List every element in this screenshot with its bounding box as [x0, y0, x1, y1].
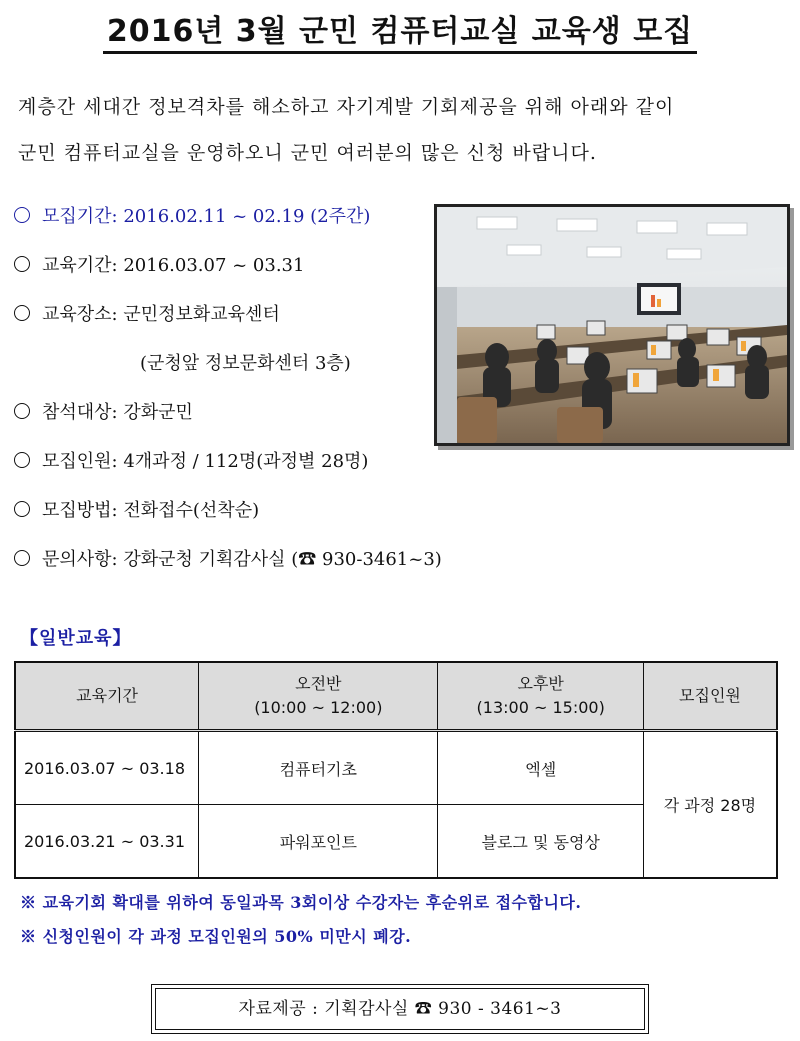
schedule-table [14, 661, 778, 879]
circle-bullet-icon [14, 452, 30, 468]
info-recruit-period [14, 200, 444, 249]
info-location-detail [14, 347, 444, 396]
section-label-general: 【일반교육】 [20, 628, 132, 649]
circle-bullet-icon [14, 550, 30, 566]
classroom-illustration [437, 207, 787, 443]
note-item: ※ 교육기회 확대를 위하여 동일과목 3회이상 수강자는 후순위로 접수합니다. [20, 893, 582, 912]
note-item: ※ 신청인원이 각 과정 모집인원의 50% 미만시 폐강. [20, 927, 412, 946]
info-text: 교육장소: 군민정보화교육센터 [42, 304, 280, 325]
circle-bullet-icon [14, 256, 30, 272]
table-row [15, 731, 777, 805]
info-text: (군청앞 정보문화센터 3층) [140, 353, 351, 374]
info-text: 모집방법: 전화접수(선착순) [42, 500, 260, 521]
header-capacity: 모집인원 [643, 662, 777, 731]
header-afternoon-label: 오후반 [517, 674, 564, 693]
header-period: 교육기간 [15, 662, 199, 731]
cell-morning-course: 파워포인트 [199, 805, 438, 879]
info-list [14, 200, 444, 592]
info-contact [14, 543, 444, 592]
classroom-photo [434, 204, 790, 446]
info-text: 문의사항: 강화군청 기획감사실 (☎ 930-3461~3) [42, 549, 442, 570]
cell-afternoon-course: 블로그 및 동영상 [438, 805, 643, 879]
header-morning-time: (10:00 ~ 12:00) [254, 698, 383, 717]
table-header-row [15, 662, 777, 731]
cell-period: 2016.03.21 ~ 03.31 [15, 805, 199, 879]
info-target [14, 396, 444, 445]
info-capacity [14, 445, 444, 494]
circle-bullet-icon [14, 207, 30, 223]
header-morning-label: 오전반 [295, 674, 342, 693]
info-edu-period [14, 249, 444, 298]
header-afternoon-time: (13:00 ~ 15:00) [476, 698, 605, 717]
intro-line: 계층간 세대간 정보격차를 해소하고 자기계발 기회제공을 위해 아래와 같이 [18, 96, 675, 118]
header-morning [199, 662, 438, 731]
source-footer: 자료제공 : 기획감사실 ☎ 930 - 3461~3 [155, 988, 645, 1030]
intro-paragraph [18, 84, 788, 176]
cell-morning-course: 컴퓨터기초 [199, 731, 438, 805]
circle-bullet-icon [14, 403, 30, 419]
circle-bullet-icon [14, 501, 30, 517]
info-text: 모집기간: 2016.02.11 ~ 02.19 (2주간) [42, 206, 371, 227]
cell-afternoon-course: 엑셀 [438, 731, 643, 805]
cell-capacity: 각 과정 28명 [643, 731, 777, 879]
page-title [0, 6, 800, 50]
cell-period: 2016.03.07 ~ 03.18 [15, 731, 199, 805]
info-text: 참석대상: 강화군민 [42, 402, 193, 423]
info-text: 교육기간: 2016.03.07 ~ 03.31 [42, 255, 305, 276]
info-method [14, 494, 444, 543]
circle-bullet-icon [14, 305, 30, 321]
info-location [14, 298, 444, 347]
header-afternoon [438, 662, 643, 731]
intro-line: 군민 컴퓨터교실을 운영하오니 군민 여러분의 많은 신청 바랍니다. [18, 142, 597, 164]
info-text: 모집인원: 4개과정 / 112명(과정별 28명) [42, 451, 369, 472]
page-title-text: 2016년 3월 군민 컴퓨터교실 교육생 모집 [103, 14, 697, 54]
notes [20, 886, 581, 954]
